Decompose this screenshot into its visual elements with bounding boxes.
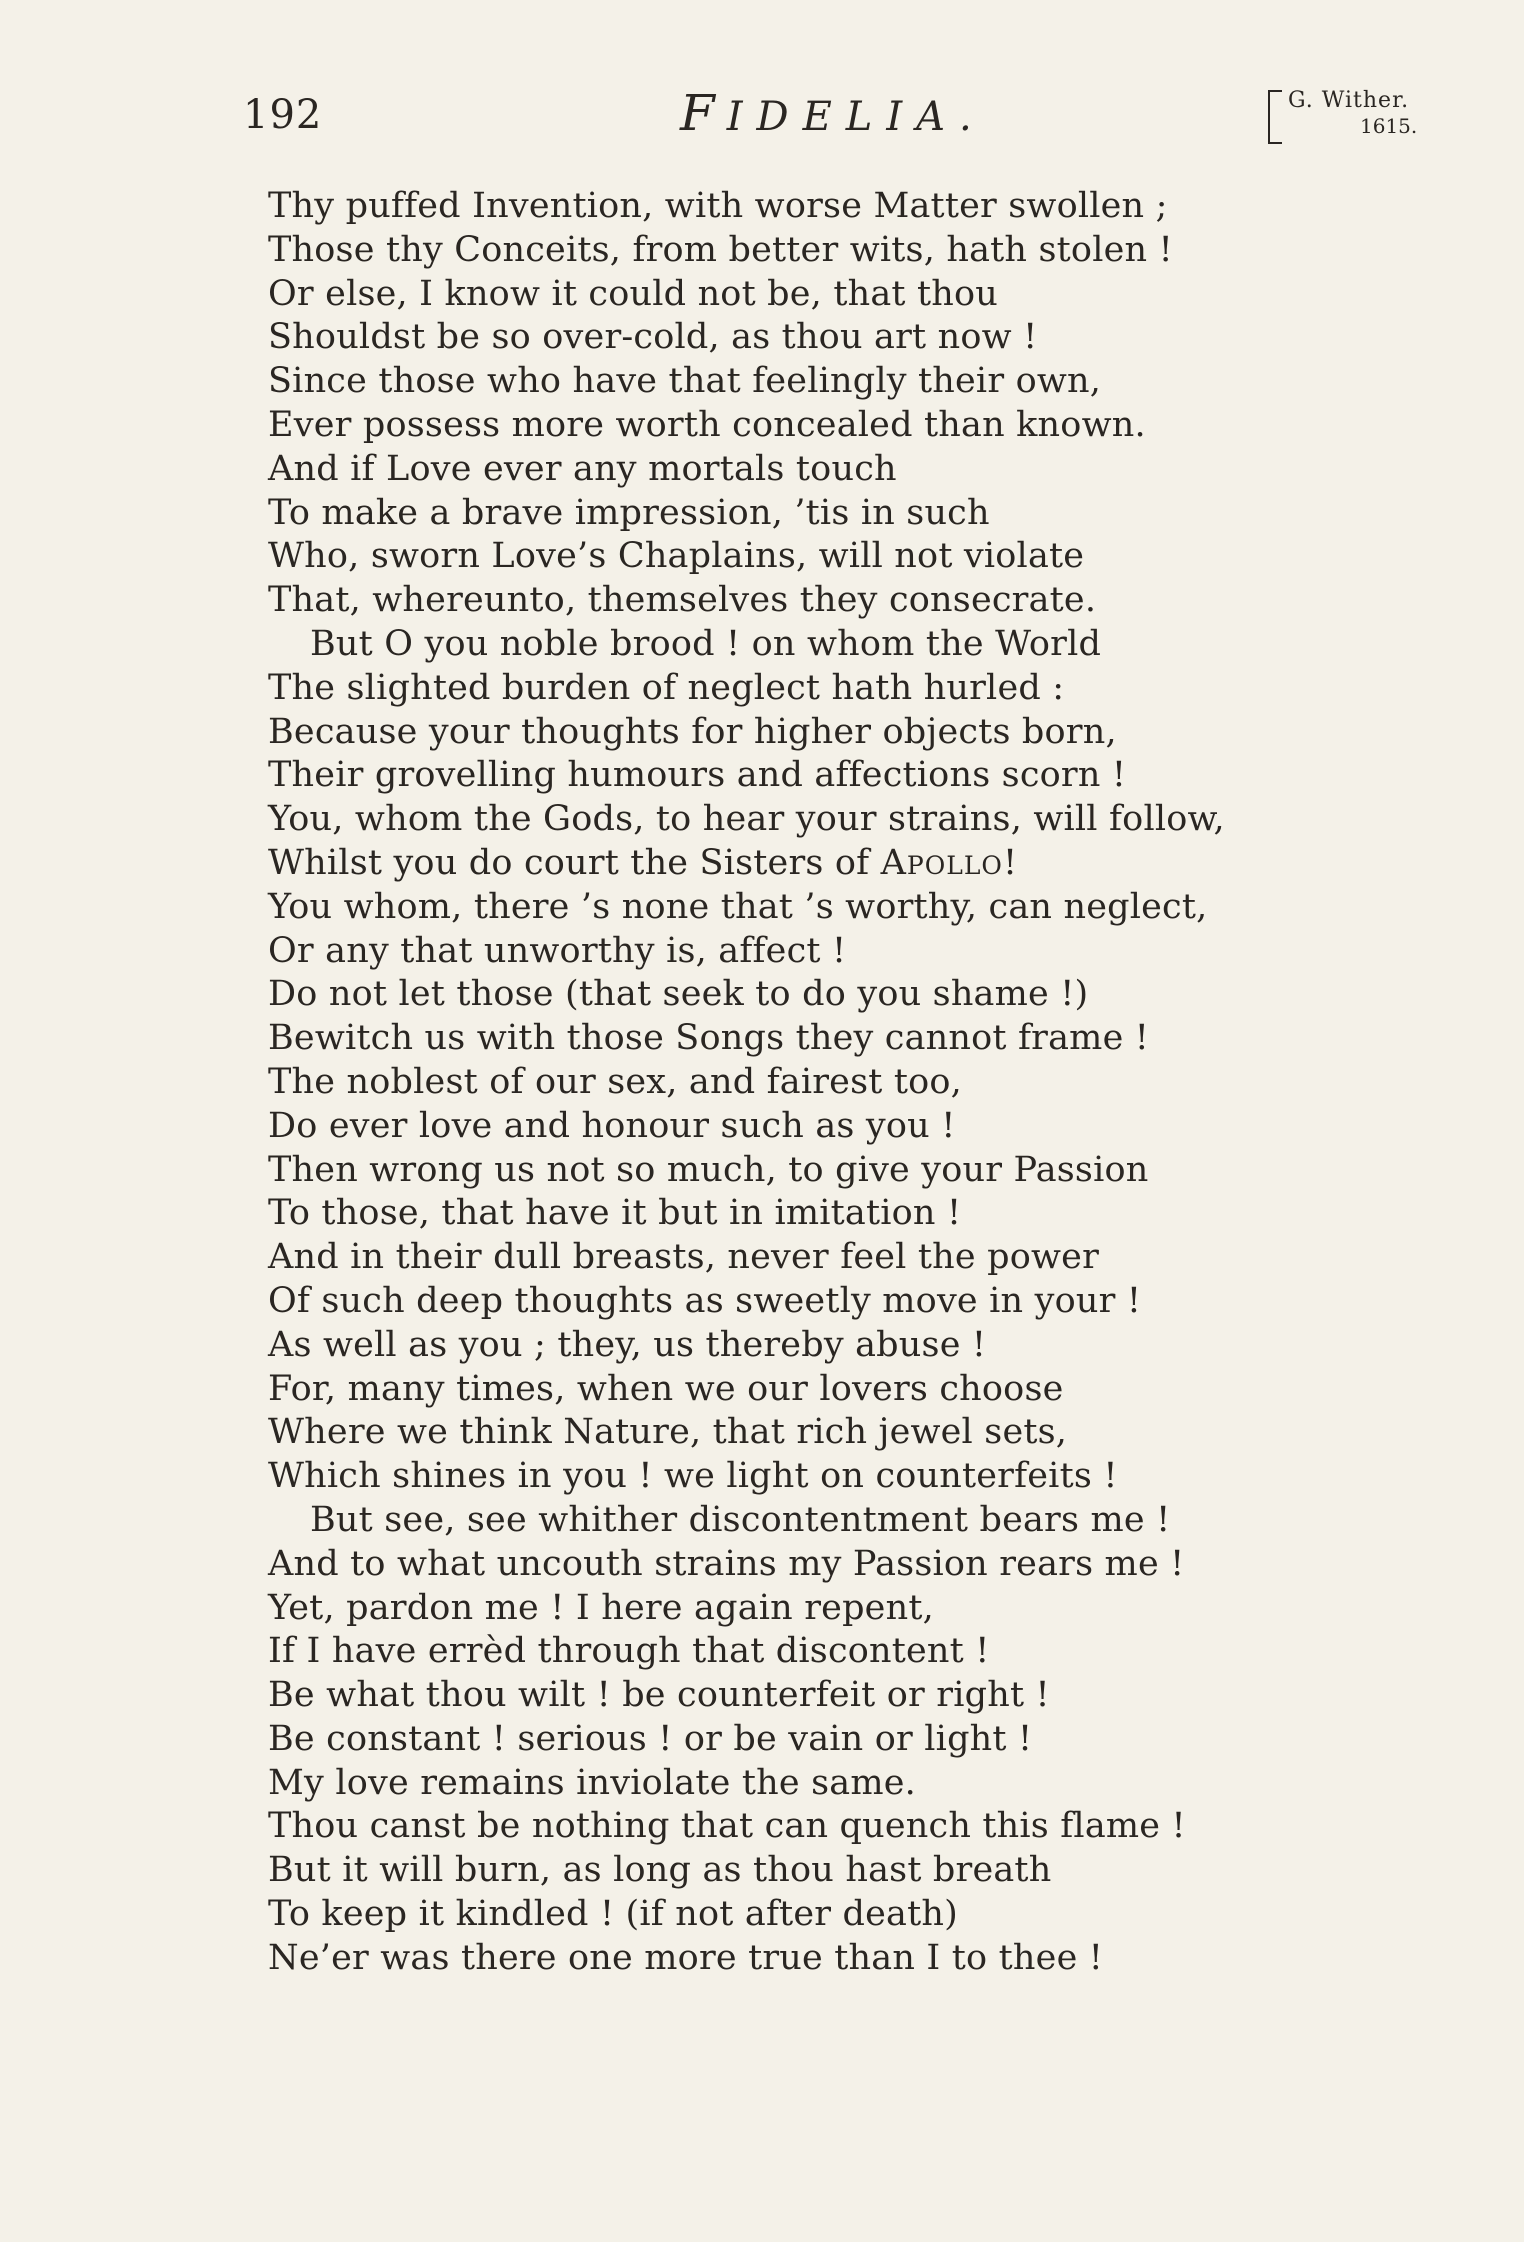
poem-line <box>268 930 1388 974</box>
poem-line-text: And if Love ever any mortals touch <box>268 448 897 489</box>
poem-line <box>268 1105 1388 1149</box>
poem-line-text: To make a brave impression, ’tis in such <box>268 492 990 533</box>
poem-line-text: Because your thoughts for higher objects born, <box>268 711 1117 752</box>
poem-line <box>268 1630 1388 1674</box>
running-title-rest: IDELIA. <box>726 94 986 140</box>
poem-line-text: If I have errèd through that discontent ! <box>268 1631 990 1672</box>
poem-line <box>268 1543 1388 1587</box>
poem-line <box>268 579 1388 623</box>
poem-line-text: Do not let those (that seek to do you shame !) <box>268 974 1089 1015</box>
poem-line-text: Of such deep thoughts as sweetly move in your ! <box>268 1280 1142 1321</box>
poem-line-text: Since those who have that feelingly their own, <box>268 361 1102 402</box>
poem-line <box>268 185 1388 229</box>
poem-line-text: Whilst you do court the Sisters of <box>268 842 881 883</box>
poem-line <box>268 316 1388 360</box>
poem-line <box>268 535 1388 579</box>
poem-line <box>268 1324 1388 1368</box>
poem-line <box>268 667 1388 711</box>
poem-line-text: Thou canst be nothing that can quench this flame ! <box>268 1806 1186 1847</box>
poem-line-text: As well as you ; they, us thereby abuse ! <box>268 1324 987 1365</box>
poem-line-text: Those thy Conceits, from better wits, hath stolen ! <box>268 229 1173 270</box>
attribution-year: 1615. <box>1360 114 1418 138</box>
poem-line-text: You whom, there ’s none that ’s worthy, can neglect, <box>268 886 1208 927</box>
poem-line <box>268 1061 1388 1105</box>
poem-line <box>268 1017 1388 1061</box>
poem-line <box>268 1893 1388 1937</box>
poem-line-text: Or else, I know it could not be, that thou <box>268 273 999 314</box>
poem-line-text-end: ! <box>1002 842 1018 883</box>
poem-line <box>268 1937 1388 1981</box>
poem-line <box>268 754 1388 798</box>
poem-line-text: Shouldst be so over-cold, as thou art now ! <box>268 317 1038 358</box>
poem-line-text: But see, see whither discontentment bears me ! <box>310 1499 1171 1540</box>
poem-line-text: But it will burn, as long as thou hast breath <box>268 1850 1052 1891</box>
poem-line-text: Do ever love and honour such as you ! <box>268 1105 956 1146</box>
poem-line-text: Be constant ! serious ! or be vain or light ! <box>268 1718 1033 1759</box>
poem-line-text: Who, sworn Love’s Chaplains, will not violate <box>268 536 1085 577</box>
poem-line <box>268 1149 1388 1193</box>
poem-line <box>268 798 1388 842</box>
poem-line <box>268 1718 1388 1762</box>
poem-line <box>268 711 1388 755</box>
attribution-author: G. Wither. <box>1288 88 1410 113</box>
poem-line <box>268 1674 1388 1718</box>
poem-line-text: And to what uncouth strains my Passion rears me ! <box>268 1543 1185 1584</box>
poem-line <box>268 1368 1388 1412</box>
poem-line <box>268 273 1388 317</box>
poem-line <box>268 492 1388 536</box>
poem-line-text: Bewitch us with those Songs they cannot frame ! <box>268 1018 1150 1059</box>
poem-line <box>268 1280 1388 1324</box>
poem-line-text: Ne’er was there one more true than I to thee ! <box>268 1937 1104 1978</box>
poem-text <box>268 185 1388 1981</box>
page-number: 192 <box>243 92 323 138</box>
poem-line <box>268 973 1388 1017</box>
poem-line <box>268 623 1388 667</box>
poem-line-smallcaps: Apollo <box>880 842 1003 883</box>
poem-line <box>268 1499 1388 1543</box>
poem-line <box>268 1805 1388 1849</box>
poem-line-text: Which shines in you ! we light on counterfeits ! <box>268 1456 1118 1497</box>
poem-line-text: But O you noble brood ! on whom the World <box>310 623 1102 664</box>
poem-line-text: You, whom the Gods, to hear your strains, will follow, <box>268 799 1225 840</box>
poem-line-text: The noblest of our sex, and fairest too, <box>268 1061 962 1102</box>
poem-line-text: Their grovelling humours and affections scorn ! <box>268 755 1127 796</box>
poem-line <box>268 360 1388 404</box>
attribution-bracket <box>1268 88 1428 144</box>
poem-line <box>268 448 1388 492</box>
poem-line <box>268 1455 1388 1499</box>
poem-line-text: Yet, pardon me ! I here again repent, <box>268 1587 934 1628</box>
poem-line-text: Be what thou wilt ! be counterfeit or right ! <box>268 1675 1050 1716</box>
poem-line <box>268 1849 1388 1893</box>
poem-line-text: Thy puffed Invention, with worse Matter swollen ; <box>268 186 1168 226</box>
poem-line <box>268 1236 1388 1280</box>
poem-line-text: Ever possess more worth concealed than known. <box>268 404 1146 445</box>
poem-line <box>268 1411 1388 1455</box>
poem-line <box>268 1192 1388 1236</box>
poem-line-text: To those, that have it but in imitation ! <box>268 1193 962 1234</box>
poem-line-text: My love remains inviolate the same. <box>268 1762 916 1803</box>
poem-line-text: And in their dull breasts, never feel the power <box>268 1237 1100 1278</box>
poem-line-text: Where we think Nature, that rich jewel sets, <box>268 1412 1068 1453</box>
poem-line <box>268 229 1388 273</box>
poem-line <box>268 1587 1388 1631</box>
bracket-mark <box>1268 90 1282 144</box>
poem-line-text: The slighted burden of neglect hath hurled : <box>268 667 1065 708</box>
poem-line-text: Or any that unworthy is, affect ! <box>268 930 847 971</box>
poem-line-text: For, many times, when we our lovers choose <box>268 1368 1064 1409</box>
running-title-initial: F <box>680 84 727 142</box>
poem-line <box>268 404 1388 448</box>
poem-line-text: Then wrong us not so much, to give your Passion <box>268 1149 1149 1190</box>
poem-line <box>268 842 1388 886</box>
poem-line-text: That, whereunto, themselves they consecrate. <box>268 580 1097 621</box>
poem-line-text: To keep it kindled ! (if not after death) <box>268 1894 958 1935</box>
running-title <box>680 84 986 142</box>
poem-line <box>268 886 1388 930</box>
poem-line <box>268 1762 1388 1806</box>
